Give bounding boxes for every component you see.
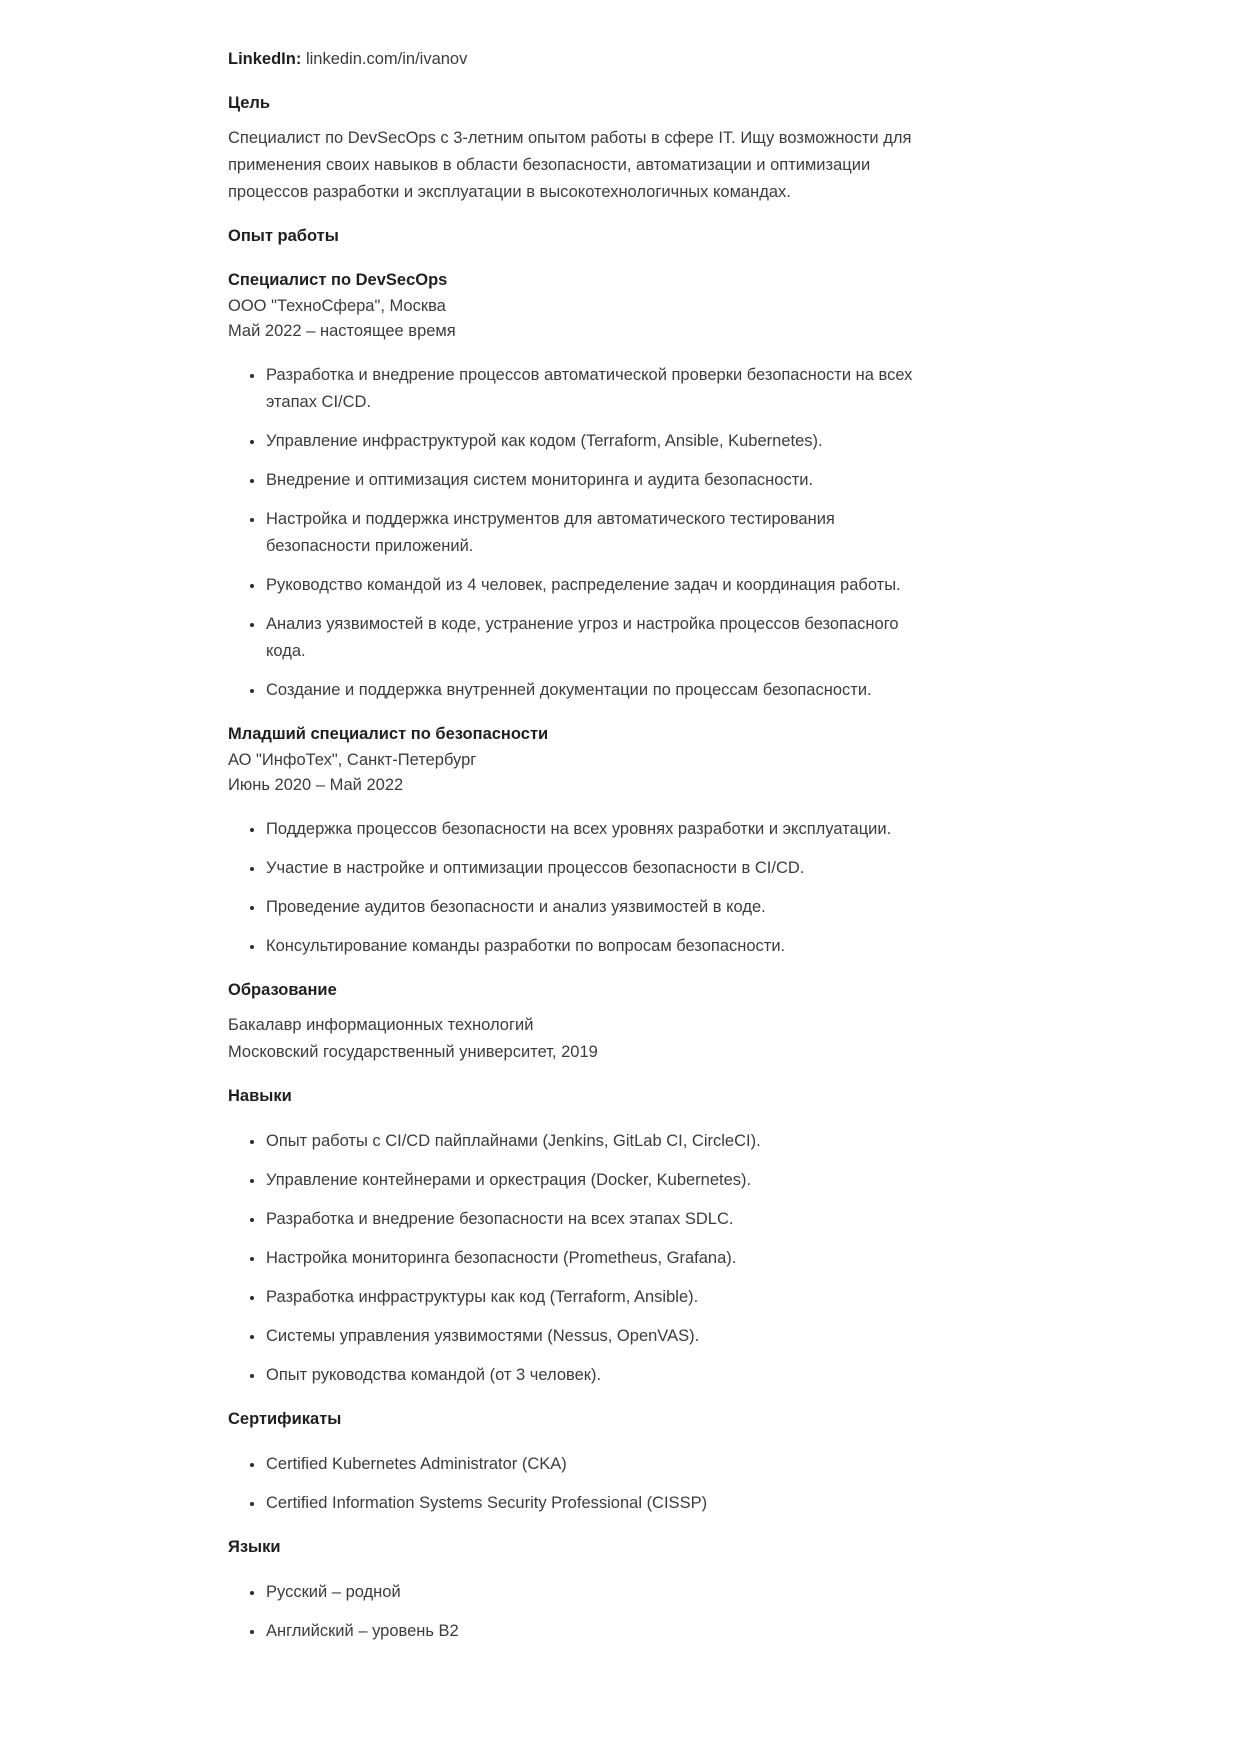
linkedin-label: LinkedIn: [228, 50, 302, 68]
education-heading: Образование [228, 981, 337, 999]
bullet-item: • Разработка инфраструктуры как код (Terraform, Ansible). [265, 1284, 940, 1311]
section-education [228, 977, 940, 1066]
bullet-item: • Руководство командой из 4 человек, распределение задач и координация работы. [265, 572, 940, 599]
bullet-item: • Опыт руководства командой (от 3 человек). [265, 1362, 940, 1389]
job-bullet-list [228, 362, 940, 704]
job-period: Июнь 2020 – Май 2022 [228, 776, 404, 794]
job-entry [228, 267, 940, 704]
bullet-item: • Системы управления уязвимостями (Nessus, OpenVAS). [265, 1323, 940, 1350]
section-languages [228, 1534, 940, 1645]
languages-bullet-list [228, 1579, 940, 1645]
goal-heading: Цель [228, 94, 271, 112]
linkedin-value: linkedin.com/in/ivanov [305, 50, 468, 68]
certificates-bullet-list [228, 1451, 940, 1517]
skills-heading: Навыки [228, 1087, 292, 1105]
bullet-item: • Управление контейнерами и оркестрация (Docker, Kubernetes). [265, 1167, 940, 1194]
job-period: Май 2022 – настоящее время [228, 322, 456, 340]
section-certificates [228, 1406, 940, 1517]
bullet-item: • Настройка мониторинга безопасности (Prometheus, Grafana). [265, 1245, 940, 1272]
job-company: ООО "ТехноСфера", Москва [228, 297, 446, 315]
experience-heading: Опыт работы [228, 227, 339, 245]
job-company: АО "ИнфоТех", Санкт-Петербург [228, 751, 477, 769]
goal-text: Специалист по DevSecOps с 3-летним опытом работы в сфере IT. Ищу возможности для применения своих навыков в области безопасности, автоматизации и оптимизации процессов разработки и эксплуатации в высокотехнологичных командах. [228, 129, 912, 201]
bullet-item: • Управление инфраструктурой как кодом (Terraform, Ansible, Kubernetes). [265, 428, 940, 455]
bullet-item: • Анализ уязвимостей в коде, устранение угроз и настройка процессов безопасного кода. [265, 611, 940, 665]
bullet-item: • Участие в настройке и оптимизации процессов безопасности в CI/CD. [265, 855, 940, 882]
bullet-item: • Настройка и поддержка инструментов для автоматического тестирования безопасности приложений. [265, 506, 940, 560]
bullet-item: • Проведение аудитов безопасности и анализ уязвимостей в коде. [265, 894, 940, 921]
job-entry [228, 721, 940, 960]
skills-bullet-list [228, 1128, 940, 1389]
section-goal [228, 90, 940, 206]
bullet-item: • Создание и поддержка внутренней документации по процессам безопасности. [265, 677, 940, 704]
bullet-item: • Certified Information Systems Security Professional (CISSP) [265, 1490, 940, 1517]
education-degree: Бакалавр информационных технологий [228, 1016, 534, 1034]
bullet-item: • Английский – уровень B2 [265, 1618, 940, 1645]
job-title: Специалист по DevSecOps [228, 271, 448, 289]
bullet-item: • Опыт работы с CI/CD пайплайнами (Jenkins, GitLab CI, CircleCI). [265, 1128, 940, 1155]
bullet-item: • Поддержка процессов безопасности на всех уровнях разработки и эксплуатации. [265, 816, 940, 843]
job-title: Младший специалист по безопасности [228, 725, 549, 743]
section-experience [228, 223, 940, 960]
certificates-heading: Сертификаты [228, 1410, 342, 1428]
bullet-item: • Certified Kubernetes Administrator (CKA) [265, 1451, 940, 1478]
languages-heading: Языки [228, 1538, 281, 1556]
bullet-item: • Консультирование команды разработки по вопросам безопасности. [265, 933, 940, 960]
education-university: Московский государственный университет, 2019 [228, 1043, 598, 1061]
resume-document [228, 0, 940, 1645]
bullet-item: • Русский – родной [265, 1579, 940, 1606]
bullet-item: • Разработка и внедрение безопасности на всех этапах SDLC. [265, 1206, 940, 1233]
section-skills [228, 1083, 940, 1389]
job-bullet-list [228, 816, 940, 960]
bullet-item: • Внедрение и оптимизация систем мониторинга и аудита безопасности. [265, 467, 940, 494]
linkedin-row [228, 46, 940, 73]
bullet-item: • Разработка и внедрение процессов автоматической проверки безопасности на всех этапах CI/CD. [265, 362, 940, 416]
